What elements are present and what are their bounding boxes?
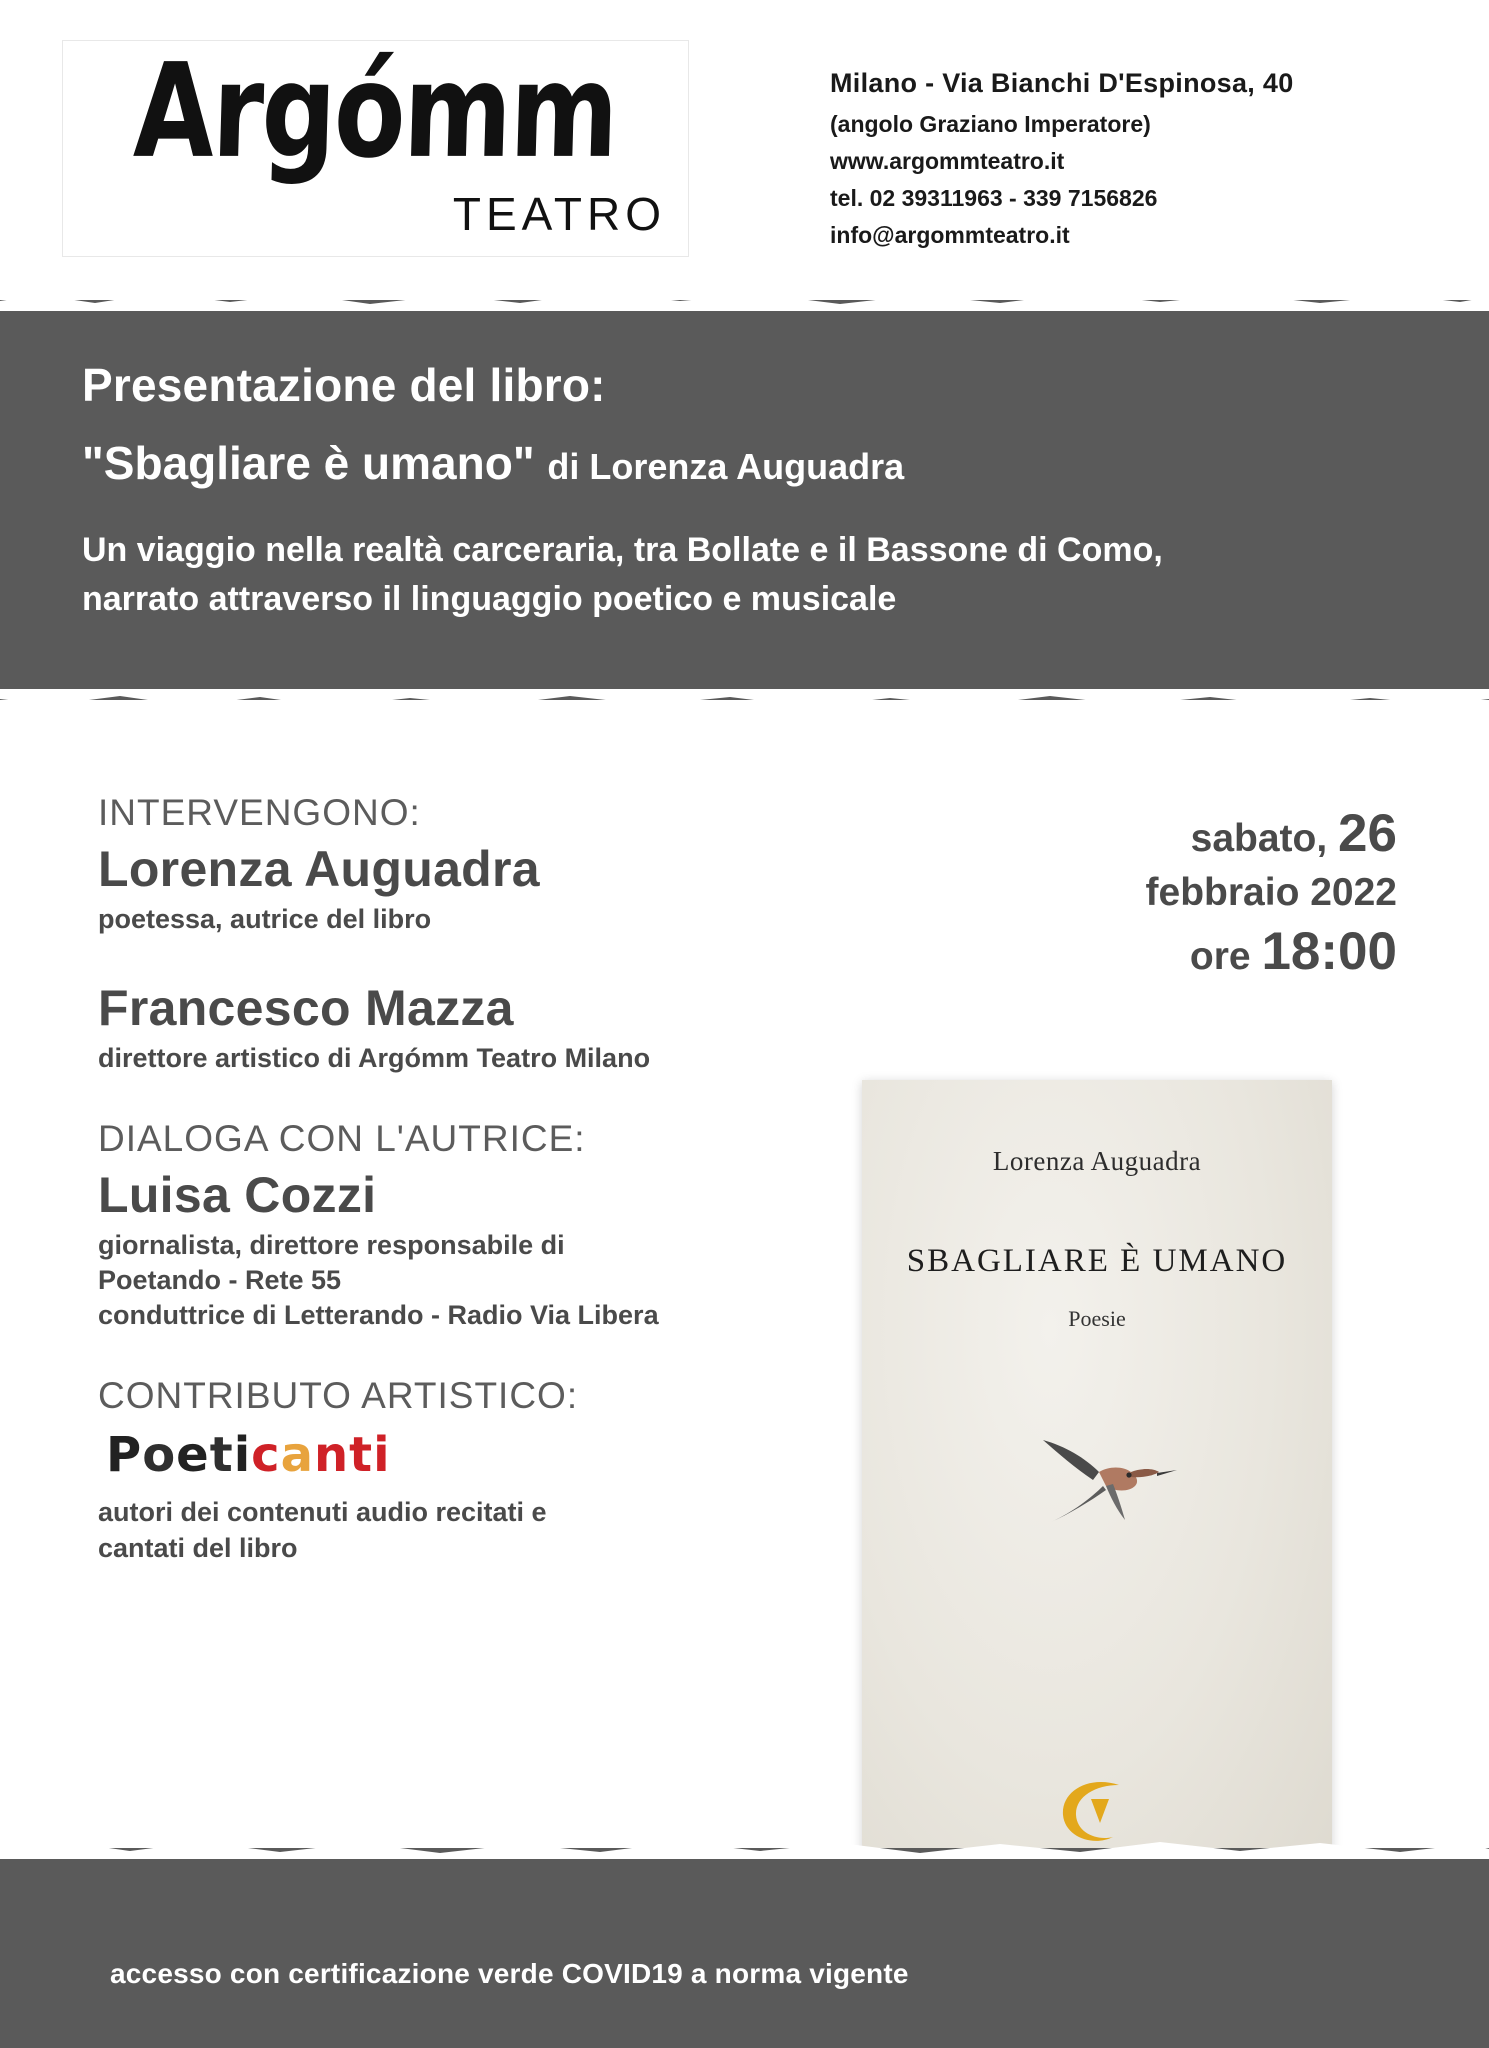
participants-block	[98, 792, 818, 1566]
logo-wordmark: Argómm	[132, 34, 619, 188]
banner-subtitle-line1: Un viaggio nella realtà carceraria, tra Bollate e il Bassone di Como,	[82, 531, 1163, 569]
dialogue-role-line2: Poetando - Rete 55	[98, 1265, 342, 1296]
book-cover-image	[862, 1080, 1332, 1908]
poeticanti-logo: Poeticanti	[106, 1427, 391, 1484]
contact-block	[830, 62, 1294, 255]
contact-address: Milano - Via Bianchi D'Espinosa, 40	[830, 68, 1294, 98]
contact-email[interactable]: info@argommteatro.it	[830, 222, 1070, 249]
book-cover-title: SBAGLIARE È UMANO	[906, 1243, 1288, 1279]
artistic-label: CONTRIBUTO ARTISTICO:	[98, 1375, 579, 1417]
hummingbird-illustration-icon	[1007, 1410, 1187, 1555]
dialogue-role-line1: giornalista, direttore responsabile di	[98, 1230, 565, 1261]
dialogue-name: Luisa Cozzi	[98, 1167, 377, 1224]
logo-subtitle: TEATRO	[452, 187, 666, 240]
event-month-year: febbraio 2022	[1145, 870, 1397, 914]
torn-edge-top-decoration	[0, 289, 1489, 311]
contact-website[interactable]: www.argommteatro.it	[830, 147, 1065, 174]
dialogue-label: DIALOGA CON L'AUTRICE:	[98, 1118, 586, 1160]
poster-header	[0, 0, 1489, 300]
event-day-number: 26	[1338, 804, 1397, 863]
contact-phone: tel. 02 39311963 - 339 7156826	[830, 185, 1158, 212]
artistic-role-line2: cantati del libro	[98, 1532, 298, 1563]
speaker1-role: poetessa, autrice del libro	[98, 904, 432, 934]
speaker2-name: Francesco Mazza	[98, 980, 514, 1037]
footer-torn-edge-decoration	[0, 1837, 1489, 1859]
event-date-day-row	[1146, 800, 1397, 868]
speaker2-role: direttore artistico di Argómm Teatro Milano	[98, 1043, 651, 1074]
speakers-label: INTERVENGONO:	[98, 792, 421, 833]
book-cover-kind: Poesie	[1068, 1306, 1126, 1331]
banner-title-line1: Presentazione del libro:	[82, 359, 606, 411]
event-time-label: ore	[1189, 934, 1251, 978]
banner-book-title-row	[82, 436, 1419, 490]
banner-book-title: "Sbagliare è umano"	[82, 437, 535, 489]
banner-subtitle-line2: narrato attraverso il linguaggio poetico e musicale	[82, 580, 897, 619]
title-banner	[0, 300, 1489, 700]
poster-main	[0, 700, 1489, 1850]
event-date-block	[1146, 800, 1397, 986]
event-weekday: sabato,	[1190, 817, 1328, 860]
book-cover-author: Lorenza Auguadra	[992, 1146, 1202, 1176]
covid-notice: accesso con certificazione verde COVID19 a norma vigente	[110, 1958, 909, 1989]
argomm-teatro-logo	[62, 34, 689, 257]
event-time-row	[1146, 918, 1397, 986]
banner-subtitle	[82, 526, 1419, 625]
banner-book-author: di Lorenza Auguadra	[547, 446, 905, 487]
event-time: 18:00	[1261, 921, 1397, 981]
dialogue-role-line3: conduttrice di Letterando - Radio Via Libera	[98, 1300, 659, 1331]
speaker1-name: Lorenza Auguadra	[98, 841, 540, 897]
artistic-role-line1: autori dei contenuti audio recitati e	[98, 1497, 547, 1528]
contact-corner: (angolo Graziano Imperatore)	[830, 110, 1151, 137]
poster-footer	[0, 1848, 1489, 2048]
